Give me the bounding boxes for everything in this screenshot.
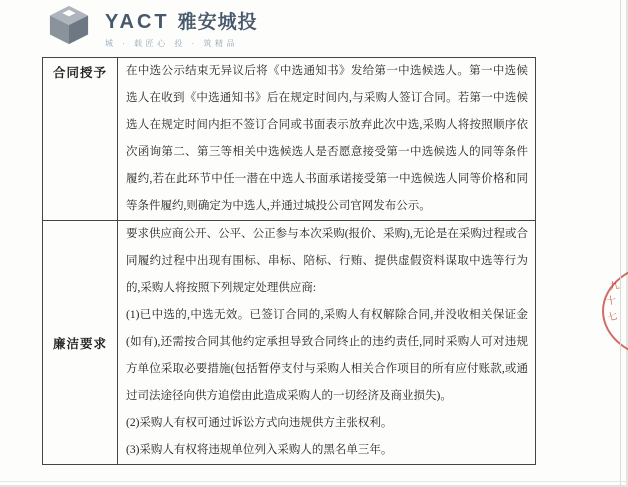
scan-edge-line — [0, 481, 628, 482]
company-logo — [46, 4, 258, 49]
paragraph: (1)已中选的,中选无效。已签订合同的,采购人有权解除合同,并没收相关保证金(如有),还需按合同其他约定承担导致合同终止的违约责任,同时采购人可对违规方单位采取必要措施(包括暂停支付与采购人相关合作项目的所有应付账款,或通过司法途径向供方追偿由此造成采购人的一切经济及商业损失)。 — [126, 309, 528, 402]
row-header-contract-award: 合同授予 — [43, 58, 118, 221]
brand-tagline: 城 · 载匠心 投 · 筑精品 — [105, 39, 238, 48]
table-row — [43, 58, 536, 221]
seal-mark: 十 — [605, 295, 617, 308]
table-row — [43, 221, 536, 465]
logo-text-block — [105, 4, 258, 49]
paragraph: 在中选公示结束无异议后将《中选通知书》发给第一中选候选人。第一中选候选人在收到《中选通知书》后在规定时间内,与采购人签订合同。若第一中选候选人在规定时间内拒不签订合同或书面表示放弃此次中选,采购人将按照顺序依次函询第二、第三等相关中选候选人是否愿意接受第一中选候选人的同等条件履约,若在此环节中任一潜在中选人书面承诺接受第一中选候选人同等价格和同等条件履约,则确定为中选人,并通过城投公司官网发布公示。 — [126, 65, 528, 212]
row-header-integrity-requirements: 廉洁要求 — [43, 221, 118, 465]
scan-edge-line — [620, 0, 621, 487]
paragraph: 要求供应商公开、公平、公正参与本次采购(报价、采购),无论是在采购过程或合同履约过程中出现有围标、串标、陪标、行贿、提供虚假资料谋取中选等行为的,采购人将按照下列规定处理供应商: — [126, 228, 528, 294]
paragraph: (2)采购人有权可通过诉讼方式向违规供方主张权利。 — [126, 417, 393, 429]
document-table — [42, 57, 536, 465]
seal-mark: 九 — [608, 280, 621, 293]
seal-mark: 七 — [606, 310, 619, 325]
cube-logo-icon — [46, 4, 92, 46]
brand-name — [105, 7, 258, 34]
paragraph: (3)采购人有权将违规单位列入采购人的黑名单三年。 — [126, 444, 393, 456]
brand-latin: YACT — [105, 11, 170, 33]
brand-chinese: 雅安城投 — [177, 12, 258, 33]
contract-award-content — [118, 58, 536, 221]
integrity-requirements-content — [118, 221, 536, 465]
